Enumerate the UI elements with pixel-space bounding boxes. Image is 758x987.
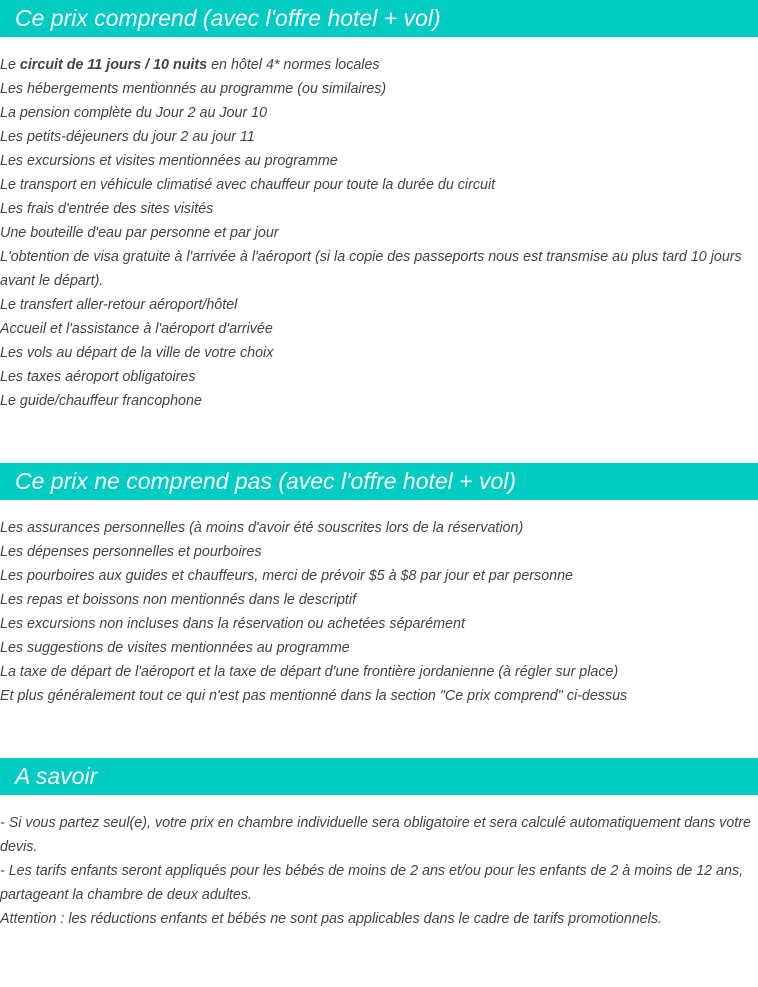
section-header-a-savoir: A savoir	[0, 758, 758, 795]
list-item: Les excursions non incluses dans la réservation ou achetées séparément	[0, 616, 465, 632]
list-item: Et plus généralement tout ce qui n'est pas mentionné dans la section "Ce prix comprend" ci-dessus	[0, 688, 628, 704]
not-included-list	[0, 516, 758, 708]
section-header-not-included: Ce prix ne comprend pas (avec l'offre hotel + vol)	[0, 463, 758, 500]
list-item: Les suggestions de visites mentionnées au programme	[0, 640, 350, 656]
list-item: La pension complète du Jour 2 au Jour 10	[0, 105, 268, 121]
list-item: Attention : les réductions enfants et bébés ne sont pas applicables dans le cadre de tarifs promotionnels.	[0, 911, 663, 927]
list-item: Le guide/chauffeur francophone	[0, 393, 202, 409]
list-item: Les frais d'entrée des sites visités	[0, 201, 214, 217]
included-item-circuit	[0, 53, 758, 77]
list-item: Les pourboires aux guides et chauffeurs, merci de prévoir $5 à $8 par jour et par personne	[0, 568, 574, 584]
list-item: Le transfert aller-retour aéroport/hôtel	[0, 297, 238, 313]
list-item: Les vols au départ de la ville de votre choix	[0, 345, 274, 361]
list-item: Accueil et l'assistance à l'aéroport d'arrivée	[0, 321, 273, 337]
list-item: Une bouteille d'eau par personne et par jour	[0, 225, 279, 241]
list-item: - Les tarifs enfants seront appliqués pour les bébés de moins de 2 ans et/ou pour les enfants de 2 à moins de 12 ans, partageant la chambre de deux adultes.	[0, 863, 744, 903]
list-item: Le transport en véhicule climatisé avec chauffeur pour toute la durée du circuit	[0, 177, 496, 193]
list-item: - Si vous partez seul(e), votre prix en chambre individuelle sera obligatoire et sera calculé automatiquement dans votre devis.	[0, 815, 751, 855]
circuit-prefix: Le	[0, 57, 20, 73]
included-list	[0, 53, 758, 413]
a-savoir-list	[0, 811, 758, 931]
list-item: Les repas et boissons non mentionnés dans le descriptif	[0, 592, 357, 608]
list-item: La taxe de départ de l'aéroport et la taxe de départ d'une frontière jordanienne (à régler sur place)	[0, 664, 619, 680]
circuit-suffix: en hôtel 4* normes locales	[207, 57, 380, 73]
list-item: Les petits-déjeuners du jour 2 au jour 11	[0, 129, 255, 145]
circuit-duration: circuit de 11 jours / 10 nuits	[19, 57, 208, 73]
list-item: Les taxes aéroport obligatoires	[0, 369, 196, 385]
list-item: Les excursions et visites mentionnées au programme	[0, 153, 338, 169]
list-item: L'obtention de visa gratuite à l'arrivée à l'aéroport (si la copie des passeports nous est transmise au plus tard 10 jours avant le départ).	[0, 249, 742, 289]
section-header-included: Ce prix comprend (avec l'offre hotel + vol)	[0, 0, 758, 37]
list-item: Les dépenses personnelles et pourboires	[0, 544, 262, 560]
list-item: Les hébergements mentionnés au programme (ou similaires)	[0, 81, 387, 97]
list-item: Les assurances personnelles (à moins d'avoir été souscrites lors de la réservation)	[0, 520, 524, 536]
